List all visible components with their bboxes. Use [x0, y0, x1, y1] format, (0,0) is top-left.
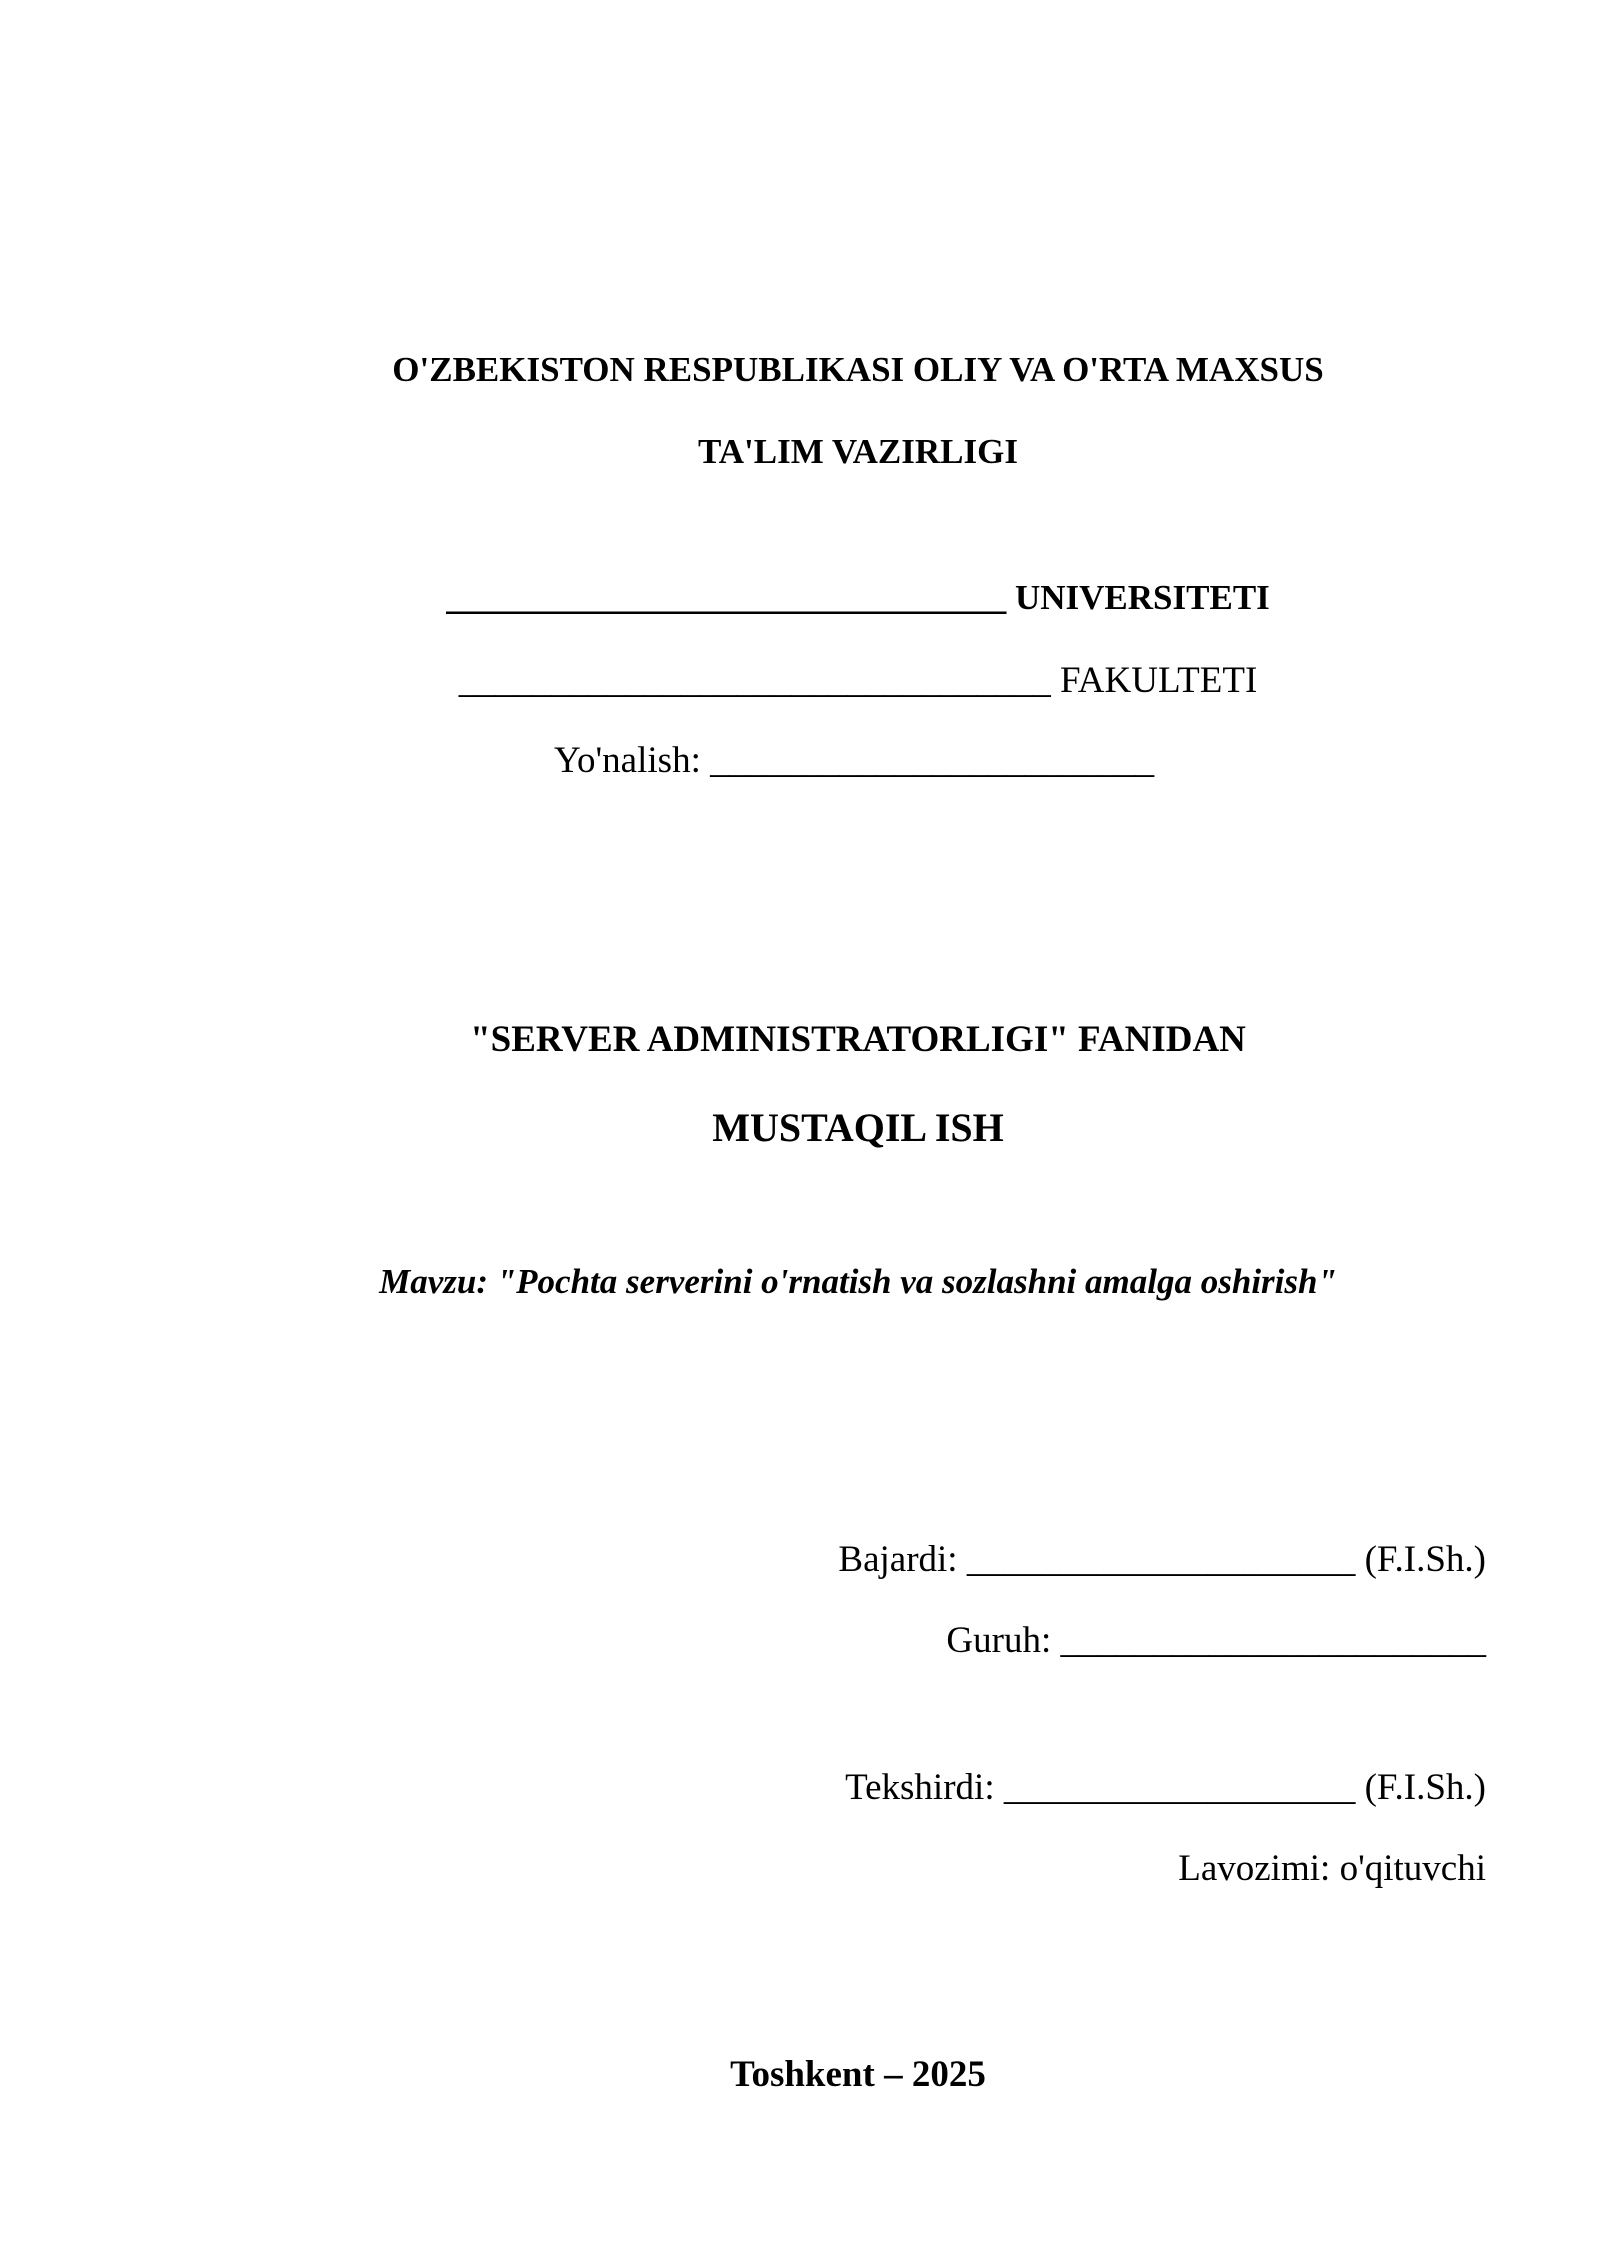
direction-blank: ________________________: [710, 740, 1155, 781]
city-year: [0, 2056, 1600, 2093]
group-blank: _______________________: [1060, 1620, 1486, 1661]
direction-line: [554, 742, 1154, 779]
group-label: Guruh:: [946, 1620, 1052, 1661]
faculty-label: FAKULTETI: [1059, 660, 1258, 701]
ministry-line-1-text: O'ZBEKISTON RESPUBLIKASI OLIY VA O'RTA MAXSUS: [392, 350, 1324, 389]
position-line: [1178, 1850, 1486, 1887]
done-by-label: Bajardi:: [838, 1539, 958, 1580]
topic-label: Mavzu:: [379, 1262, 488, 1301]
checked-by-line: [845, 1769, 1486, 1806]
topic-text: "Pochta serverini o'rnatish va sozlashni amalga oshirish": [496, 1262, 1337, 1301]
done-by-blank: _____________________: [966, 1539, 1356, 1580]
city-year-text: Toshkent – 2025: [730, 2054, 986, 2095]
checked-by-label: Tekshirdi:: [845, 1767, 995, 1808]
university-label: UNIVERSITETI: [1014, 578, 1270, 617]
subject-line-text: "SERVER ADMINISTRATORLIGI" FANIDAN: [470, 1019, 1246, 1060]
ministry-line-1: [0, 352, 1600, 387]
done-by-suffix: (F.I.Sh.): [1364, 1539, 1486, 1580]
faculty-blank: ________________________________: [458, 660, 1051, 701]
topic-line: [0, 1264, 1600, 1299]
position-label: Lavozimi:: [1178, 1848, 1331, 1889]
faculty-line: [0, 662, 1600, 699]
ministry-line-2-text: TA'LIM VAZIRLIGI: [698, 432, 1018, 471]
direction-label: Yo'nalish:: [554, 740, 701, 781]
subject-line: [0, 1021, 1600, 1058]
university-blank: ________________________________: [446, 578, 1007, 617]
university-line: [0, 580, 1600, 615]
checked-by-blank: ___________________: [1003, 1767, 1356, 1808]
checked-by-suffix: (F.I.Sh.): [1364, 1767, 1486, 1808]
group-line: [946, 1622, 1486, 1659]
done-by-line: [838, 1541, 1486, 1578]
work-type: [0, 1105, 1600, 1150]
position-value: o'qituvchi: [1339, 1848, 1486, 1889]
work-type-text: MUSTAQIL ISH: [712, 1105, 1004, 1150]
ministry-line-2: [0, 434, 1600, 469]
